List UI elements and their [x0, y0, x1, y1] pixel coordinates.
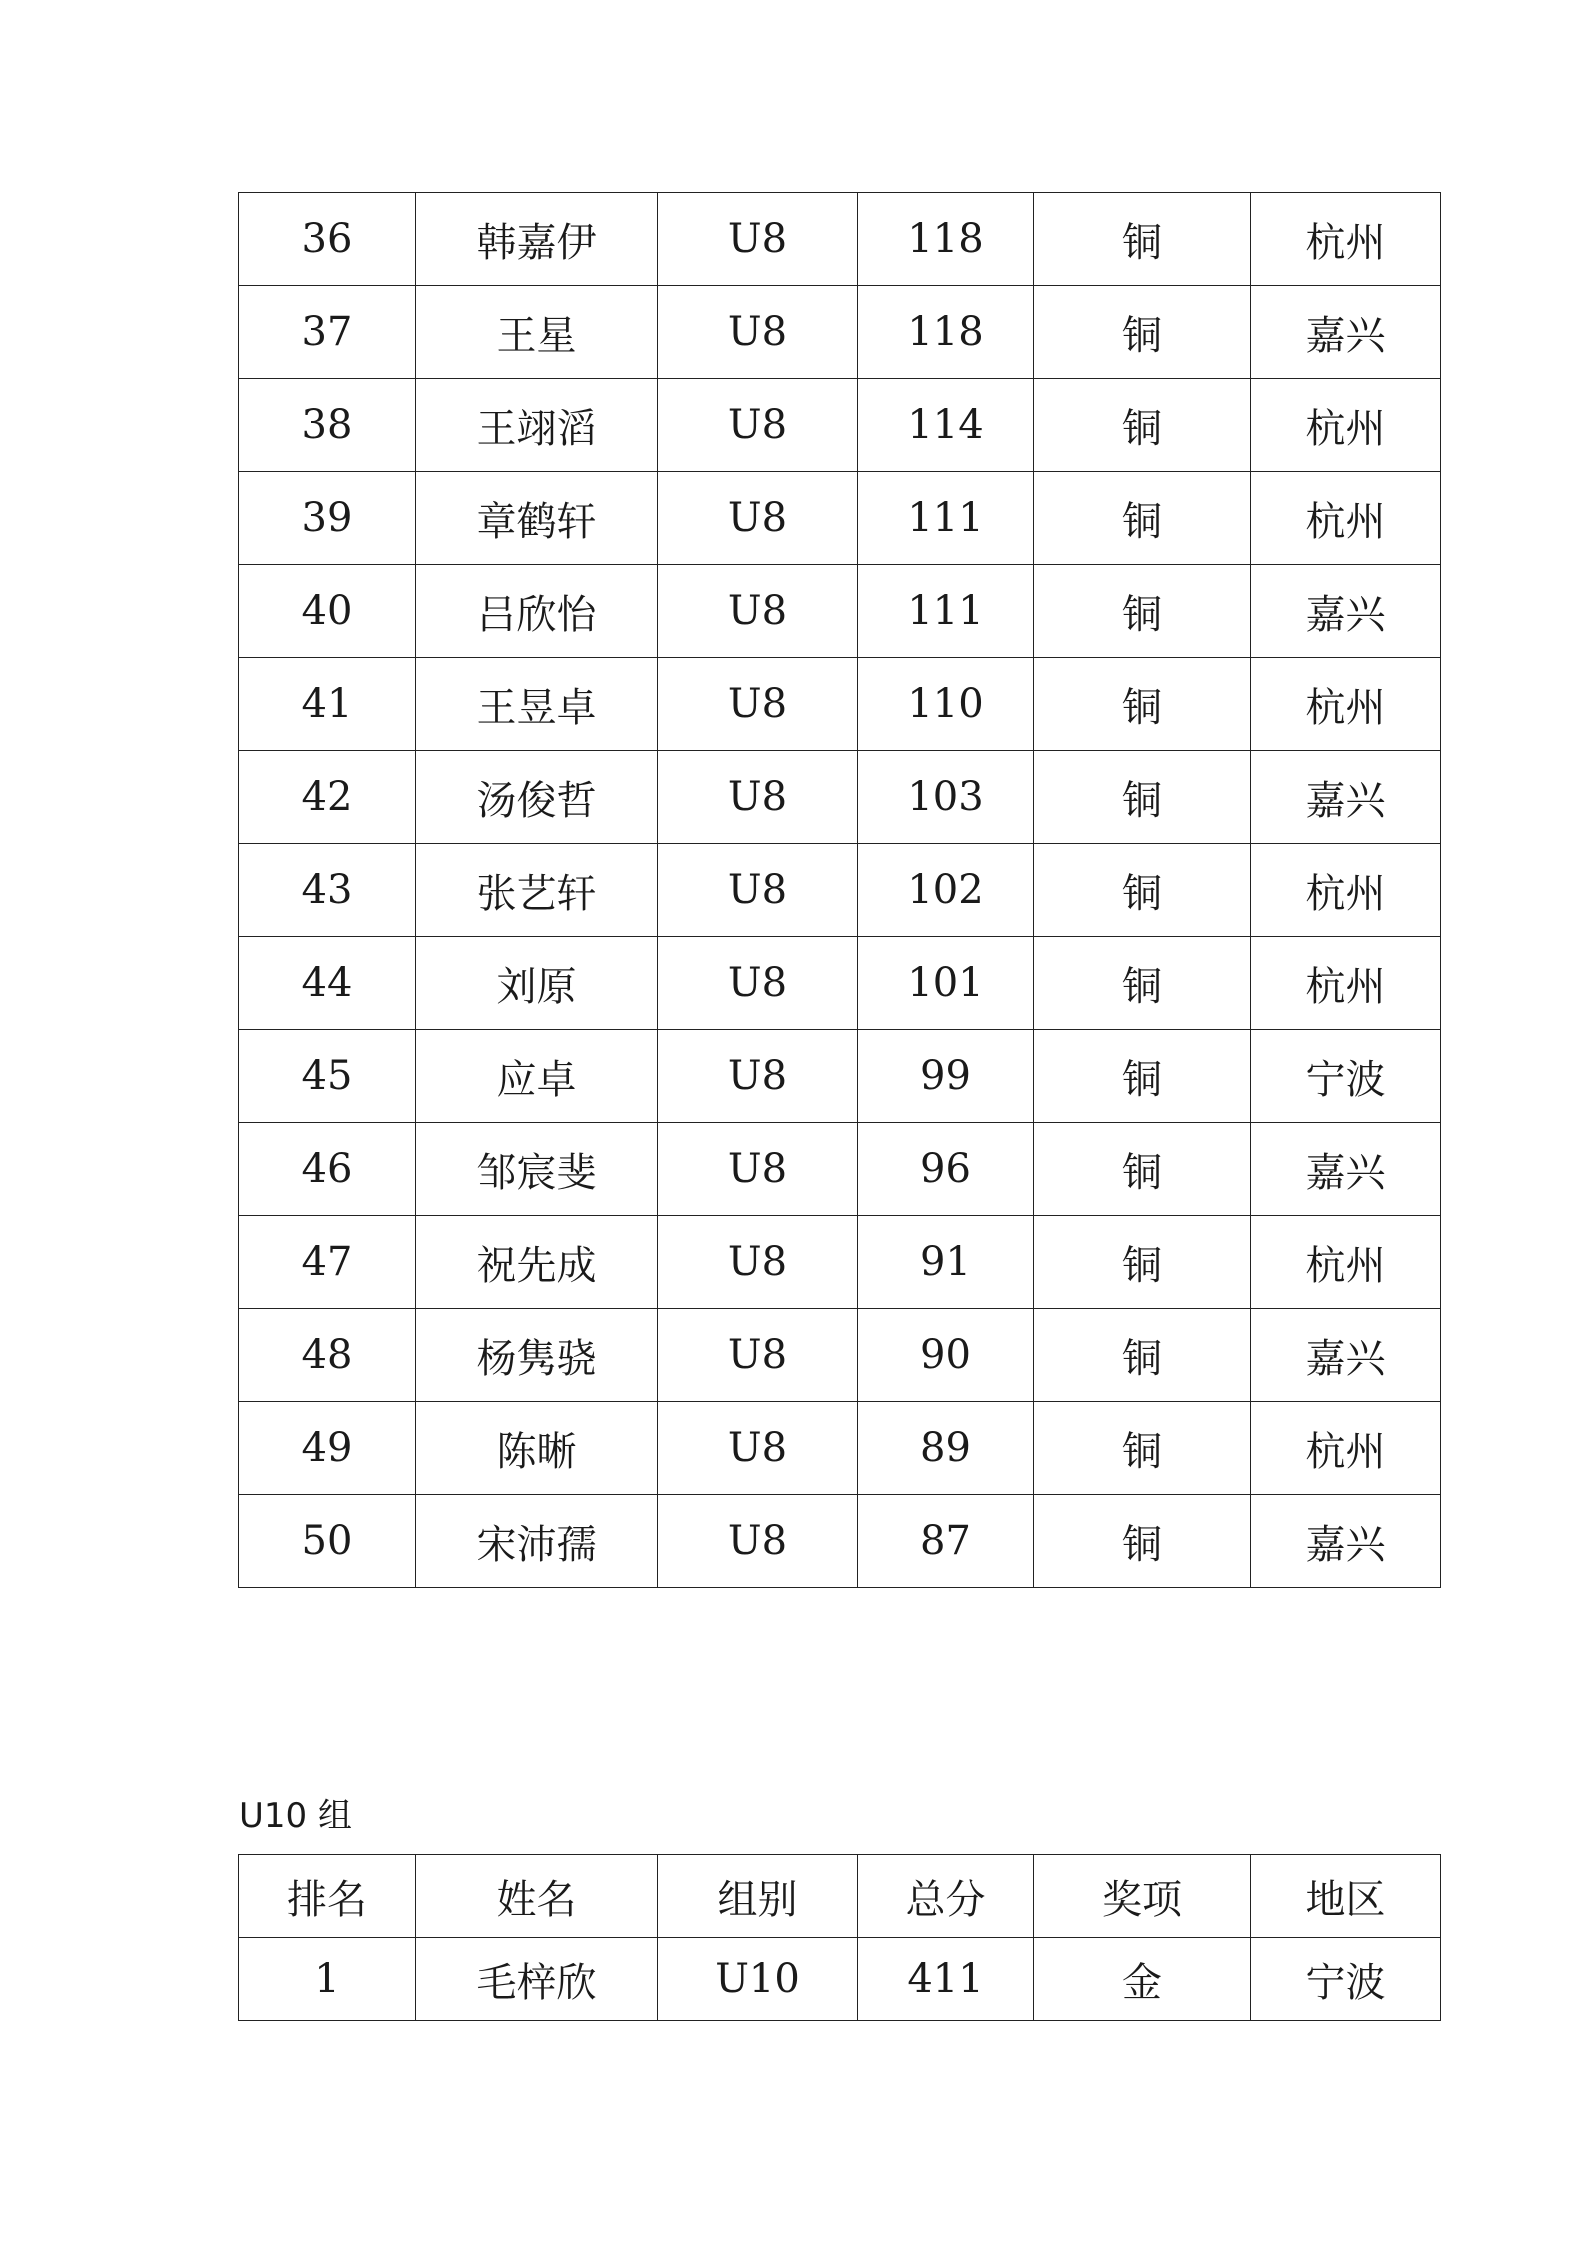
table-row — [239, 1938, 1441, 2021]
table-row — [239, 751, 1441, 844]
table-cell: 杭州 — [1251, 379, 1441, 472]
table-cell: 嘉兴 — [1251, 565, 1441, 658]
u10-results-table — [238, 1854, 1441, 2021]
table-cell: 杭州 — [1251, 1402, 1441, 1495]
table-cell: 铜 — [1034, 1216, 1251, 1309]
table-cell: 铜 — [1034, 937, 1251, 1030]
table-cell: 43 — [239, 844, 416, 937]
table-cell: U8 — [658, 658, 858, 751]
table-cell: U8 — [658, 193, 858, 286]
table-cell: 111 — [858, 565, 1034, 658]
table-cell: 王昱卓 — [416, 658, 658, 751]
table-cell: 铜 — [1034, 379, 1251, 472]
table-cell: 101 — [858, 937, 1034, 1030]
section-title: U10 组 — [239, 1796, 352, 1836]
table-cell: 102 — [858, 844, 1034, 937]
table-row — [239, 565, 1441, 658]
table-cell: U8 — [658, 1495, 858, 1588]
table-cell: 411 — [858, 1938, 1034, 2021]
table-cell: 韩嘉伊 — [416, 193, 658, 286]
table-cell: 杭州 — [1251, 193, 1441, 286]
table-cell: 铜 — [1034, 286, 1251, 379]
table-cell: 宁波 — [1251, 1030, 1441, 1123]
table-cell: 90 — [858, 1309, 1034, 1402]
u10-results-body — [239, 1855, 1441, 2021]
table-row — [239, 1309, 1441, 1402]
table-cell: 嘉兴 — [1251, 286, 1441, 379]
table-cell: 宁波 — [1251, 1938, 1441, 2021]
table-cell: 铜 — [1034, 1123, 1251, 1216]
table-cell: 118 — [858, 193, 1034, 286]
table-cell: 杭州 — [1251, 658, 1441, 751]
table-row — [239, 1216, 1441, 1309]
table-cell: 41 — [239, 658, 416, 751]
table-cell: 陈晰 — [416, 1402, 658, 1495]
table-cell: 地区 — [1251, 1855, 1441, 1938]
table-header-row — [239, 1855, 1441, 1938]
table-row — [239, 286, 1441, 379]
table-cell: 金 — [1034, 1938, 1251, 2021]
table-cell: 毛梓欣 — [416, 1938, 658, 2021]
table-cell: 40 — [239, 565, 416, 658]
table-row — [239, 193, 1441, 286]
table-cell: 38 — [239, 379, 416, 472]
table-cell: 吕欣怡 — [416, 565, 658, 658]
table-cell: U8 — [658, 844, 858, 937]
table-cell: 杭州 — [1251, 937, 1441, 1030]
table-cell: 47 — [239, 1216, 416, 1309]
table-cell: 118 — [858, 286, 1034, 379]
table-cell: 张艺轩 — [416, 844, 658, 937]
table-cell: 杭州 — [1251, 844, 1441, 937]
table-cell: 铜 — [1034, 844, 1251, 937]
table-cell: 103 — [858, 751, 1034, 844]
table-row — [239, 1123, 1441, 1216]
u8-results-table — [238, 192, 1441, 1588]
table-row — [239, 379, 1441, 472]
table-cell: 49 — [239, 1402, 416, 1495]
table-cell: 111 — [858, 472, 1034, 565]
table-cell: 37 — [239, 286, 416, 379]
table-cell: 114 — [858, 379, 1034, 472]
table-cell: 39 — [239, 472, 416, 565]
table-cell: U8 — [658, 1216, 858, 1309]
table-cell: 42 — [239, 751, 416, 844]
table-cell: U8 — [658, 1030, 858, 1123]
table-cell: 铜 — [1034, 193, 1251, 286]
table-cell: 铜 — [1034, 472, 1251, 565]
table-cell: 铜 — [1034, 1495, 1251, 1588]
table-cell: 杨隽骁 — [416, 1309, 658, 1402]
table-cell: 48 — [239, 1309, 416, 1402]
table-cell: 44 — [239, 937, 416, 1030]
table-cell: 组别 — [658, 1855, 858, 1938]
table-cell: 89 — [858, 1402, 1034, 1495]
table-cell: 46 — [239, 1123, 416, 1216]
table-cell: 王翊滔 — [416, 379, 658, 472]
table-cell: 铜 — [1034, 658, 1251, 751]
table-cell: 铜 — [1034, 751, 1251, 844]
table-cell: 嘉兴 — [1251, 1495, 1441, 1588]
table-cell: 嘉兴 — [1251, 1123, 1441, 1216]
table-cell: 铜 — [1034, 565, 1251, 658]
table-cell: 铜 — [1034, 1402, 1251, 1495]
table-cell: U10 — [658, 1938, 858, 2021]
table-row — [239, 937, 1441, 1030]
table-cell: 刘原 — [416, 937, 658, 1030]
table-cell: 邹宸斐 — [416, 1123, 658, 1216]
table-cell: 杭州 — [1251, 472, 1441, 565]
table-cell: 87 — [858, 1495, 1034, 1588]
table-cell: U8 — [658, 1309, 858, 1402]
table-cell: 50 — [239, 1495, 416, 1588]
table-cell: 91 — [858, 1216, 1034, 1309]
table-cell: U8 — [658, 1123, 858, 1216]
table-row — [239, 472, 1441, 565]
table-cell: 110 — [858, 658, 1034, 751]
table-cell: 嘉兴 — [1251, 751, 1441, 844]
table-cell: 铜 — [1034, 1030, 1251, 1123]
table-cell: 杭州 — [1251, 1216, 1441, 1309]
table-cell: U8 — [658, 937, 858, 1030]
table-cell: 应卓 — [416, 1030, 658, 1123]
table-cell: U8 — [658, 472, 858, 565]
table-cell: 铜 — [1034, 1309, 1251, 1402]
table-cell: 姓名 — [416, 1855, 658, 1938]
table-cell: U8 — [658, 1402, 858, 1495]
table-cell: 嘉兴 — [1251, 1309, 1441, 1402]
table-cell: 排名 — [239, 1855, 416, 1938]
table-row — [239, 1402, 1441, 1495]
table-cell: 宋沛孺 — [416, 1495, 658, 1588]
table-cell: 99 — [858, 1030, 1034, 1123]
table-cell: 96 — [858, 1123, 1034, 1216]
table-row — [239, 1495, 1441, 1588]
table-cell: 36 — [239, 193, 416, 286]
table-cell: 汤俊哲 — [416, 751, 658, 844]
table-cell: 总分 — [858, 1855, 1034, 1938]
table-cell: 奖项 — [1034, 1855, 1251, 1938]
table-cell: 章鹤轩 — [416, 472, 658, 565]
table-row — [239, 658, 1441, 751]
table-cell: U8 — [658, 286, 858, 379]
table-cell: 1 — [239, 1938, 416, 2021]
table-cell: 45 — [239, 1030, 416, 1123]
table-cell: U8 — [658, 379, 858, 472]
table-row — [239, 1030, 1441, 1123]
u8-results-body — [239, 193, 1441, 1588]
table-cell: U8 — [658, 565, 858, 658]
table-row — [239, 844, 1441, 937]
table-cell: 王星 — [416, 286, 658, 379]
table-cell: 祝先成 — [416, 1216, 658, 1309]
table-cell: U8 — [658, 751, 858, 844]
